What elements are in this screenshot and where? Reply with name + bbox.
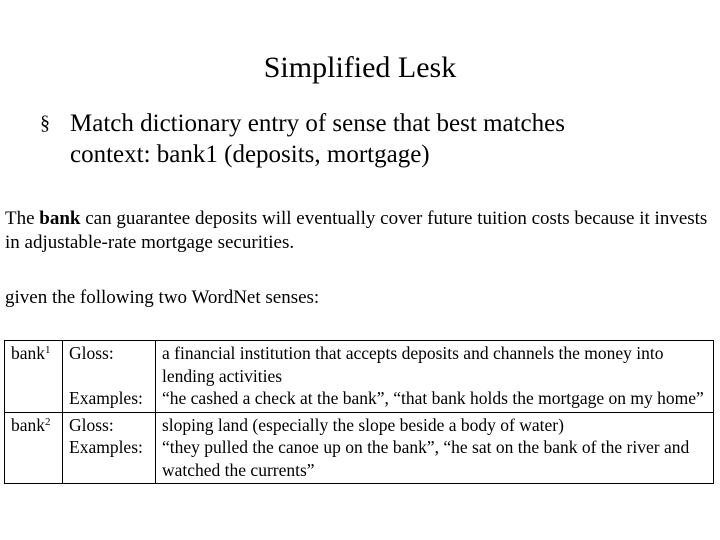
wordnet-senses-table <box>4 340 714 484</box>
definition-cell <box>156 412 714 484</box>
bullet-text <box>70 108 700 170</box>
gloss-label: Gloss: <box>69 343 114 363</box>
sense-number: 1 <box>45 344 51 356</box>
senses-intro: given the following two WordNet senses: <box>5 287 320 308</box>
gloss-text: a financial institution that accepts deposits and channels the money into lending activities <box>162 343 664 386</box>
sense-word-cell <box>5 341 63 413</box>
label-cell <box>63 341 156 413</box>
definition-cell <box>156 341 714 413</box>
example-sentence <box>5 207 717 255</box>
table-row <box>5 412 714 484</box>
target-word: bank <box>39 208 81 229</box>
examples-label: Examples: <box>69 388 143 408</box>
table-row <box>5 341 714 413</box>
sense-word: bank <box>11 414 46 435</box>
sentence-lead: The <box>5 208 40 229</box>
examples-text: “they pulled the canoe up on the bank”, “he sat on the bank of the river and watched the currents” <box>162 437 690 480</box>
sense-word: bank <box>11 343 46 363</box>
bullet-icon: § <box>40 112 50 134</box>
bullet-line-2: context: bank1 (deposits, mortgage) <box>70 141 430 168</box>
bullet-line-1: Match dictionary entry of sense that best matches <box>70 110 565 137</box>
gloss-label: Gloss: <box>69 414 114 435</box>
sentence-rest: can guarantee deposits will eventually cover future tuition costs because it invests in adjustable-rate mortgage securities. <box>5 208 708 253</box>
examples-label: Examples: <box>69 437 143 457</box>
examples-text: “he cashed a check at the bank”, “that bank holds the mortgage on my home” <box>162 388 704 408</box>
gloss-text: sloping land (especially the slope beside a body of water) <box>162 414 564 435</box>
sense-word-cell <box>5 412 63 484</box>
bullet-point <box>40 108 700 170</box>
sense-number: 2 <box>45 415 51 428</box>
label-cell <box>63 412 156 484</box>
slide-title: Simplified Lesk <box>263 51 457 84</box>
